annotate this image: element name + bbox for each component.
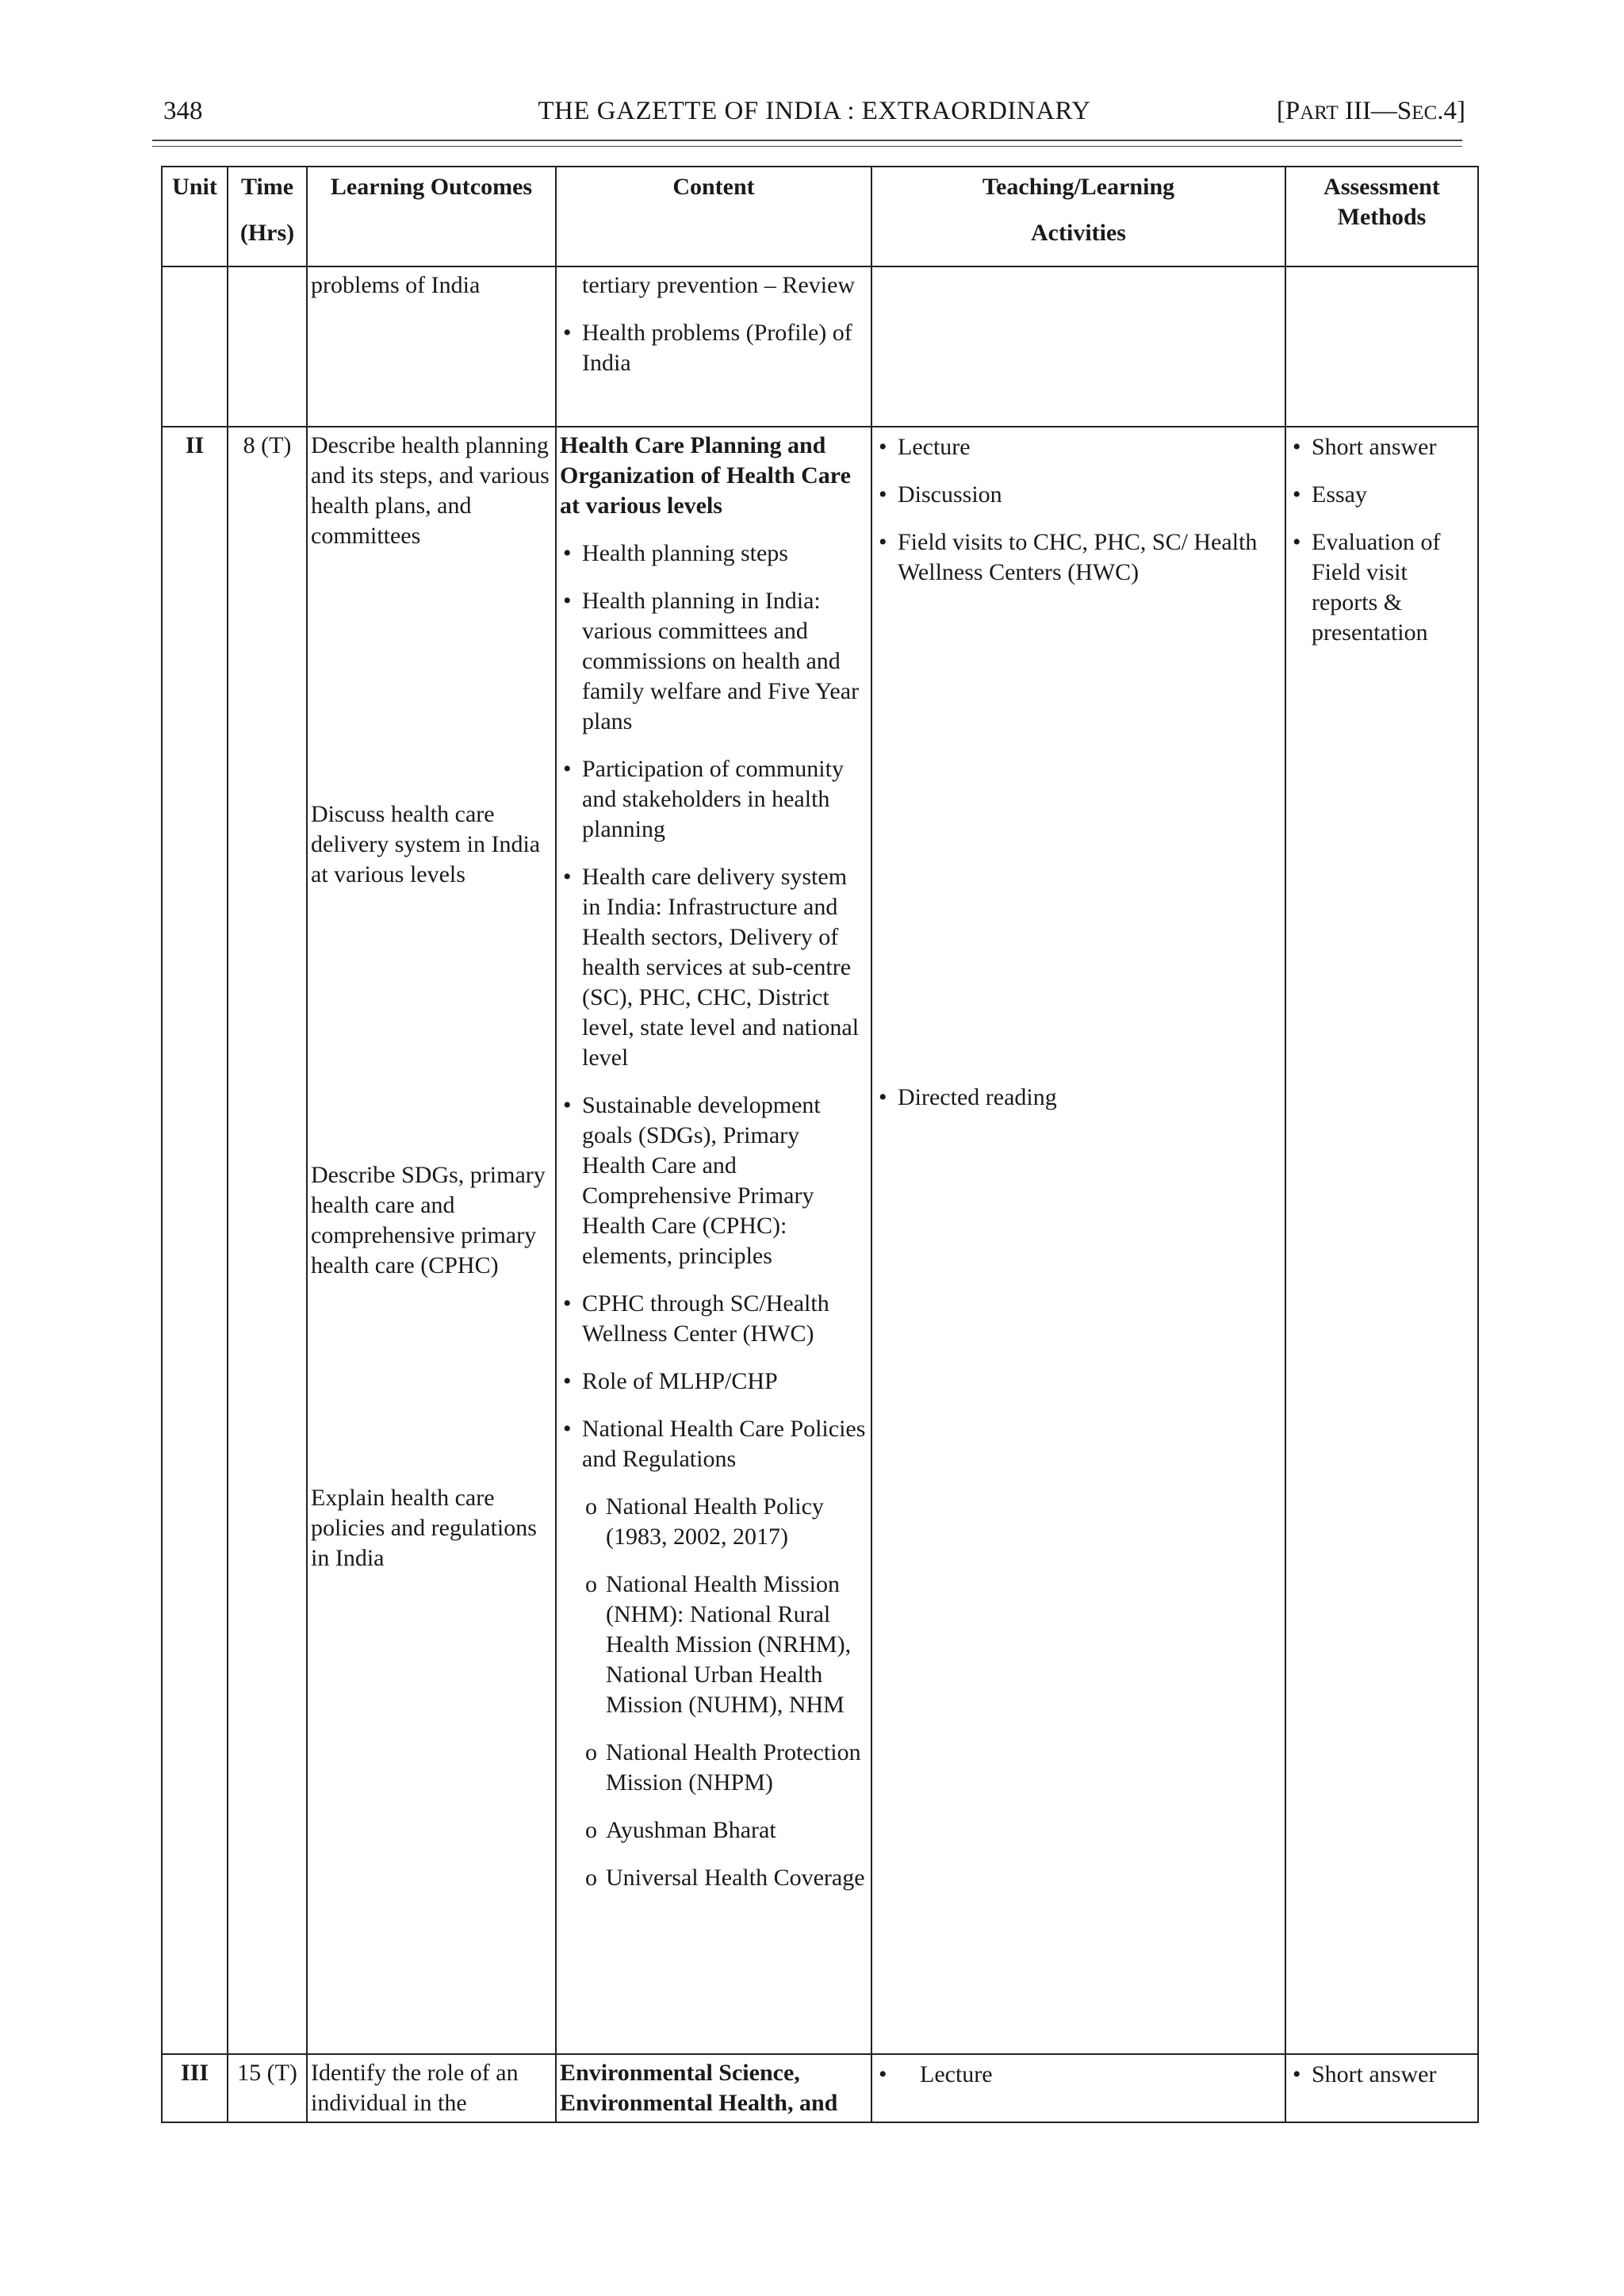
cell-content (556, 266, 871, 427)
assessment-item: • Evaluation of Field visit reports & presentation (1289, 527, 1474, 648)
content-subitem: o National Health Mission (NHM): National Rural Health Mission (NRHM), National Urban Health Mission (NUHM), NHM (560, 1570, 868, 1720)
header-rule-thin (152, 146, 1462, 147)
syllabus-table (161, 166, 1479, 2123)
learning-outcome: Describe health planning and its steps, and various health plans, and committees (311, 432, 550, 549)
cell-time (228, 266, 307, 427)
cell-assessment (1285, 427, 1478, 2054)
gazette-title: THE GAZETTE OF INDIA : EXTRAORDINARY (538, 97, 1091, 125)
content-item: • Health planning steps (560, 539, 868, 569)
cell-activities (871, 266, 1285, 427)
content-heading: Health Care Planning and Organization of Health Care at various levels (560, 432, 851, 519)
learning-outcome: Discuss health care delivery system in India at various levels (311, 801, 541, 887)
content-item: • Health care delivery system in India: Infrastructure and Health sectors, Delivery of health services at sub-centre (SC), PHC, CHC, District level, state level and national level (560, 862, 868, 1073)
cell-activities (871, 427, 1285, 2054)
learning-outcome: Explain health care policies and regulations in India (311, 1485, 537, 1571)
assessment-item: • Short answer (1289, 2060, 1474, 2090)
cell-time: 8 (T) (228, 427, 307, 2054)
cell-content (556, 427, 871, 2054)
content-item: • Role of MLHP/CHP (560, 1366, 868, 1397)
content-subitem: o Universal Health Coverage (560, 1863, 868, 1893)
col-learning-outcomes: Learning Outcomes (307, 167, 556, 266)
cell-time: 15 (T) (228, 2054, 307, 2122)
page-number: 348 (163, 97, 203, 125)
cell-unit: III (162, 2054, 228, 2122)
content-subitem: o Ayushman Bharat (560, 1815, 868, 1846)
col-content: Content (556, 167, 871, 266)
activity-item: • Lecture (875, 2060, 1281, 2090)
activity-item: • Field visits to CHC, PHC, SC/ Health Wellness Centers (HWC) (875, 527, 1281, 588)
table-row (162, 427, 1478, 2054)
col-assessment: Assessment Methods (1285, 167, 1478, 266)
content-item: • CPHC through SC/Health Wellness Center (HWC) (560, 1289, 868, 1349)
activity-item: • Directed reading (875, 1083, 1281, 1113)
cell-unit (162, 266, 228, 427)
content-item: tertiary prevention – Review (582, 272, 856, 298)
learning-outcome: Describe SDGs, primary health care and comprehensive primary health care (CPHC) (311, 1162, 546, 1278)
cell-outcome: problems of India (307, 266, 556, 427)
table-header-row (162, 167, 1478, 266)
col-activities: Teaching/Learning Activities (871, 167, 1285, 266)
table-row (162, 266, 1478, 427)
content-item: • National Health Care Policies and Regulations (560, 1414, 868, 1474)
content-subitem: o National Health Policy (1983, 2002, 2017) (560, 1492, 868, 1552)
content-item: • Health planning in India: various committees and commissions on health and family welfare and Five Year plans (560, 586, 868, 737)
content-item: • Health problems (Profile) of India (560, 318, 868, 378)
header-rule (152, 140, 1462, 141)
content-item: • Participation of community and stakeholders in health planning (560, 754, 868, 845)
cell-assessment (1285, 266, 1478, 427)
cell-outcome: Identify the role of an individual in the (307, 2054, 556, 2122)
cell-activities (871, 2054, 1285, 2122)
cell-assessment (1285, 2054, 1478, 2122)
table-row (162, 2054, 1478, 2122)
col-unit: Unit (162, 167, 228, 266)
part-section: [PART III—SEC.4] (1276, 97, 1465, 125)
activity-item: • Discussion (875, 480, 1281, 510)
col-time: Time (Hrs) (228, 167, 307, 266)
cell-content: Environmental Science, Environmental Health, and (556, 2054, 871, 2122)
content-subitem: o National Health Protection Mission (NHPM) (560, 1738, 868, 1798)
assessment-item: • Essay (1289, 480, 1474, 510)
page-header (163, 97, 1465, 132)
content-item: • Sustainable development goals (SDGs), Primary Health Care and Comprehensive Primary Health Care (CPHC): elements, principles (560, 1091, 868, 1271)
assessment-item: • Short answer (1289, 432, 1474, 462)
activity-item: • Lecture (875, 432, 1281, 462)
cell-unit: II (162, 427, 228, 2054)
cell-outcomes (307, 427, 556, 2054)
